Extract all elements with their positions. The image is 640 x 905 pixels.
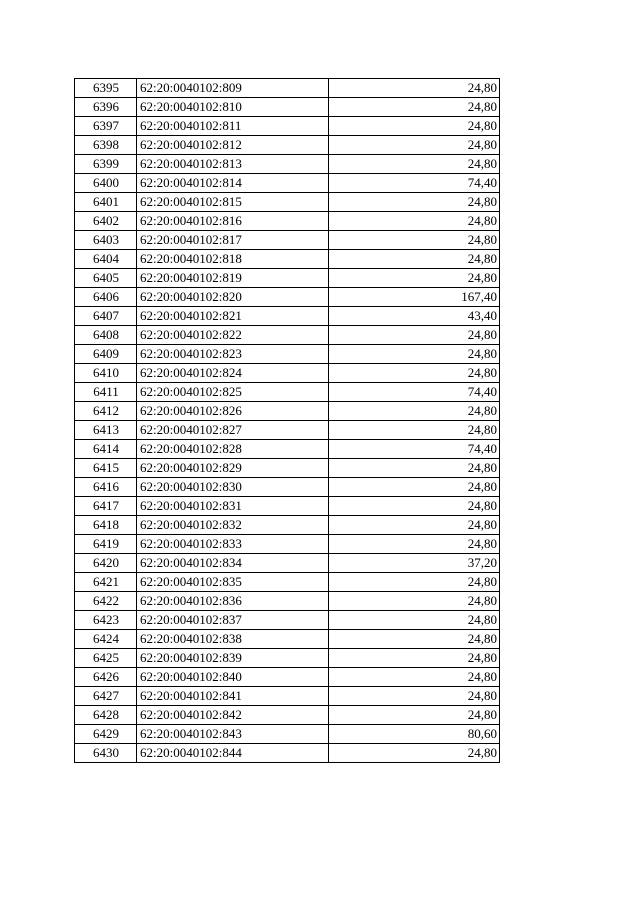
cadastral-number-cell: 62:20:0040102:817	[137, 231, 329, 250]
table-row	[75, 592, 500, 611]
area-value-cell: 24,80	[329, 231, 500, 250]
cadastral-number-cell: 62:20:0040102:836	[137, 592, 329, 611]
cadastral-number-cell: 62:20:0040102:812	[137, 136, 329, 155]
cadastral-number-cell: 62:20:0040102:813	[137, 155, 329, 174]
area-value-cell: 24,80	[329, 326, 500, 345]
area-value-cell: 24,80	[329, 79, 500, 98]
area-value-cell: 24,80	[329, 269, 500, 288]
row-number-cell: 6411	[75, 383, 137, 402]
area-value-cell: 24,80	[329, 649, 500, 668]
row-number-cell: 6417	[75, 497, 137, 516]
cadastral-number-cell: 62:20:0040102:827	[137, 421, 329, 440]
cadastral-number-cell: 62:20:0040102:815	[137, 193, 329, 212]
row-number-cell: 6430	[75, 744, 137, 763]
table-row	[75, 706, 500, 725]
table-row	[75, 630, 500, 649]
area-value-cell: 24,80	[329, 611, 500, 630]
row-number-cell: 6425	[75, 649, 137, 668]
area-value-cell: 24,80	[329, 630, 500, 649]
cadastral-table	[74, 78, 500, 763]
area-value-cell: 24,80	[329, 250, 500, 269]
area-value-cell: 24,80	[329, 459, 500, 478]
table-row	[75, 668, 500, 687]
row-number-cell: 6396	[75, 98, 137, 117]
table-body	[75, 79, 500, 763]
area-value-cell: 24,80	[329, 668, 500, 687]
table-row	[75, 744, 500, 763]
cadastral-number-cell: 62:20:0040102:844	[137, 744, 329, 763]
area-value-cell: 24,80	[329, 364, 500, 383]
table-row	[75, 307, 500, 326]
cadastral-number-cell: 62:20:0040102:811	[137, 117, 329, 136]
row-number-cell: 6426	[75, 668, 137, 687]
table-row	[75, 79, 500, 98]
row-number-cell: 6395	[75, 79, 137, 98]
row-number-cell: 6403	[75, 231, 137, 250]
area-value-cell: 74,40	[329, 440, 500, 459]
table-row	[75, 383, 500, 402]
row-number-cell: 6397	[75, 117, 137, 136]
row-number-cell: 6402	[75, 212, 137, 231]
cadastral-number-cell: 62:20:0040102:829	[137, 459, 329, 478]
area-value-cell: 24,80	[329, 193, 500, 212]
row-number-cell: 6427	[75, 687, 137, 706]
table-row	[75, 611, 500, 630]
row-number-cell: 6424	[75, 630, 137, 649]
table-row	[75, 497, 500, 516]
row-number-cell: 6407	[75, 307, 137, 326]
table-row	[75, 440, 500, 459]
cadastral-number-cell: 62:20:0040102:814	[137, 174, 329, 193]
table-row	[75, 193, 500, 212]
row-number-cell: 6401	[75, 193, 137, 212]
cadastral-number-cell: 62:20:0040102:838	[137, 630, 329, 649]
cadastral-number-cell: 62:20:0040102:816	[137, 212, 329, 231]
cadastral-number-cell: 62:20:0040102:842	[137, 706, 329, 725]
row-number-cell: 6410	[75, 364, 137, 383]
row-number-cell: 6412	[75, 402, 137, 421]
row-number-cell: 6415	[75, 459, 137, 478]
row-number-cell: 6428	[75, 706, 137, 725]
row-number-cell: 6419	[75, 535, 137, 554]
area-value-cell: 24,80	[329, 535, 500, 554]
table-row	[75, 516, 500, 535]
cadastral-number-cell: 62:20:0040102:809	[137, 79, 329, 98]
table-row	[75, 136, 500, 155]
table-row	[75, 212, 500, 231]
area-value-cell: 43,40	[329, 307, 500, 326]
area-value-cell: 24,80	[329, 117, 500, 136]
area-value-cell: 24,80	[329, 687, 500, 706]
cadastral-number-cell: 62:20:0040102:841	[137, 687, 329, 706]
area-value-cell: 74,40	[329, 383, 500, 402]
table-row	[75, 98, 500, 117]
cadastral-number-cell: 62:20:0040102:837	[137, 611, 329, 630]
area-value-cell: 24,80	[329, 497, 500, 516]
area-value-cell: 24,80	[329, 402, 500, 421]
cadastral-number-cell: 62:20:0040102:843	[137, 725, 329, 744]
cadastral-number-cell: 62:20:0040102:822	[137, 326, 329, 345]
cadastral-number-cell: 62:20:0040102:819	[137, 269, 329, 288]
area-value-cell: 24,80	[329, 592, 500, 611]
row-number-cell: 6413	[75, 421, 137, 440]
row-number-cell: 6398	[75, 136, 137, 155]
table-row	[75, 250, 500, 269]
table-row	[75, 554, 500, 573]
cadastral-number-cell: 62:20:0040102:821	[137, 307, 329, 326]
area-value-cell: 24,80	[329, 421, 500, 440]
row-number-cell: 6409	[75, 345, 137, 364]
row-number-cell: 6421	[75, 573, 137, 592]
table-row	[75, 345, 500, 364]
area-value-cell: 24,80	[329, 155, 500, 174]
cadastral-number-cell: 62:20:0040102:820	[137, 288, 329, 307]
table-row	[75, 421, 500, 440]
area-value-cell: 80,60	[329, 725, 500, 744]
row-number-cell: 6404	[75, 250, 137, 269]
cadastral-number-cell: 62:20:0040102:830	[137, 478, 329, 497]
area-value-cell: 37,20	[329, 554, 500, 573]
table-row	[75, 649, 500, 668]
area-value-cell: 24,80	[329, 478, 500, 497]
table-row	[75, 155, 500, 174]
cadastral-number-cell: 62:20:0040102:818	[137, 250, 329, 269]
table-row	[75, 364, 500, 383]
table-row	[75, 535, 500, 554]
row-number-cell: 6405	[75, 269, 137, 288]
cadastral-number-cell: 62:20:0040102:823	[137, 345, 329, 364]
cadastral-number-cell: 62:20:0040102:810	[137, 98, 329, 117]
area-value-cell: 24,80	[329, 136, 500, 155]
table-row	[75, 326, 500, 345]
table-row	[75, 288, 500, 307]
area-value-cell: 167,40	[329, 288, 500, 307]
cadastral-number-cell: 62:20:0040102:833	[137, 535, 329, 554]
area-value-cell: 24,80	[329, 516, 500, 535]
cadastral-number-cell: 62:20:0040102:828	[137, 440, 329, 459]
table-row	[75, 269, 500, 288]
area-value-cell: 24,80	[329, 98, 500, 117]
row-number-cell: 6399	[75, 155, 137, 174]
row-number-cell: 6418	[75, 516, 137, 535]
cadastral-number-cell: 62:20:0040102:826	[137, 402, 329, 421]
row-number-cell: 6414	[75, 440, 137, 459]
area-value-cell: 24,80	[329, 212, 500, 231]
cadastral-number-cell: 62:20:0040102:840	[137, 668, 329, 687]
cadastral-number-cell: 62:20:0040102:831	[137, 497, 329, 516]
table-row	[75, 687, 500, 706]
table-row	[75, 725, 500, 744]
area-value-cell: 24,80	[329, 573, 500, 592]
row-number-cell: 6406	[75, 288, 137, 307]
cadastral-number-cell: 62:20:0040102:839	[137, 649, 329, 668]
row-number-cell: 6422	[75, 592, 137, 611]
area-value-cell: 24,80	[329, 744, 500, 763]
area-value-cell: 24,80	[329, 345, 500, 364]
table-row	[75, 174, 500, 193]
table-row	[75, 573, 500, 592]
row-number-cell: 6423	[75, 611, 137, 630]
cadastral-number-cell: 62:20:0040102:835	[137, 573, 329, 592]
cadastral-number-cell: 62:20:0040102:824	[137, 364, 329, 383]
cadastral-number-cell: 62:20:0040102:834	[137, 554, 329, 573]
row-number-cell: 6400	[75, 174, 137, 193]
row-number-cell: 6420	[75, 554, 137, 573]
cadastral-number-cell: 62:20:0040102:825	[137, 383, 329, 402]
table-row	[75, 478, 500, 497]
table-row	[75, 231, 500, 250]
row-number-cell: 6416	[75, 478, 137, 497]
table-row	[75, 402, 500, 421]
table-row	[75, 117, 500, 136]
row-number-cell: 6429	[75, 725, 137, 744]
area-value-cell: 24,80	[329, 706, 500, 725]
row-number-cell: 6408	[75, 326, 137, 345]
area-value-cell: 74,40	[329, 174, 500, 193]
cadastral-number-cell: 62:20:0040102:832	[137, 516, 329, 535]
table-row	[75, 459, 500, 478]
